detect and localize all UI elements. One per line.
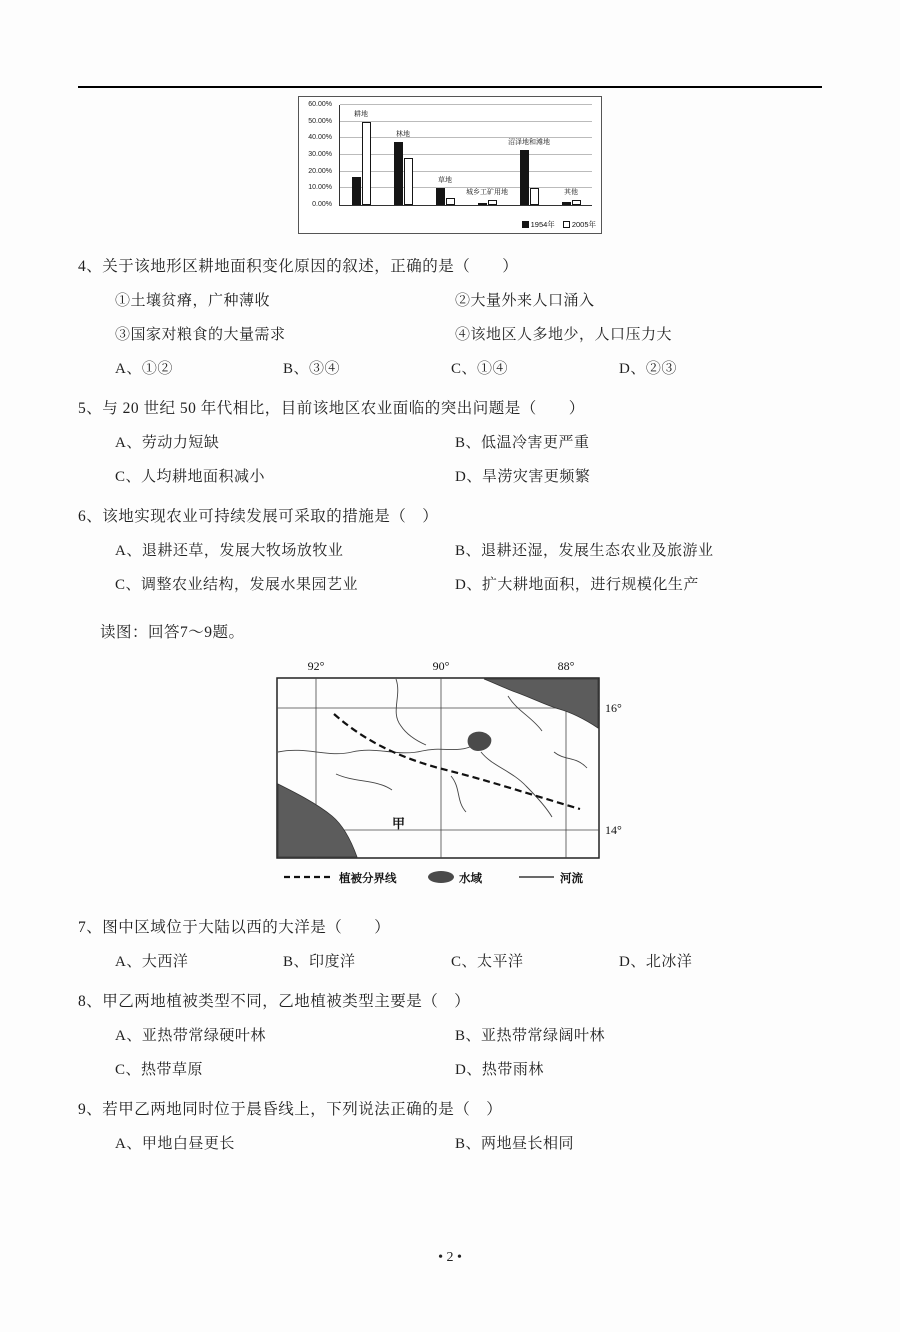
y-tick-label: 20.00% [308,167,332,175]
gridline [340,137,592,138]
choice-a: A、大西洋 [115,954,189,970]
question-7 [78,915,822,971]
legend-label: 1954年 [530,220,555,229]
question-5-stem: 5、与 20 世纪 50 年代相比，目前该地区农业面临的突出问题是（ ） [78,400,585,417]
bar-2005年-草地 [446,198,455,205]
question-9-choices-row-1 [78,1132,822,1153]
choice-b: B、印度洋 [283,954,356,970]
gridline [340,154,592,155]
water-body [468,732,492,751]
question-4-stem: 4、关于该地形区耕地面积变化原因的叙述，正确的是（ ） [78,258,519,275]
map-svg [276,656,642,891]
lon-label-92: 92° [307,659,325,673]
choice-d: D、北冰洋 [619,954,693,970]
land-southwest [278,784,357,857]
legend-swatch [563,221,570,228]
statement-3: ③国家对粮食的大量需求 [115,327,286,343]
question-4-statements-row-2 [78,323,822,344]
category-label: 草地 [438,177,452,185]
choice-a: A、退耕还草，发展大牧场放牧业 [115,543,344,559]
bar-2005年-其他 [572,200,581,205]
region-map [276,656,642,891]
question-6-stem: 6、该地实现农业可持续发展可采取的措施是（ ） [78,508,439,525]
chart-y-axis [299,101,335,208]
choice-b: B、③④ [283,361,341,377]
lon-label-90: 90° [432,659,450,673]
question-4 [78,254,822,378]
bar-1954年-草地 [436,188,445,205]
y-tick-label: 30.00% [308,151,332,158]
choice-d: D、热带雨林 [455,1062,544,1078]
question-6 [78,504,822,594]
question-8-choices-row-2 [78,1058,822,1079]
question-8-choices-row-1 [78,1024,822,1045]
legend-swatch [522,221,529,228]
choice-b: B、低温冷害更严重 [455,435,590,451]
legend-label: 2005年 [571,220,596,229]
bar-1954年-沼泽地和滩地 [520,150,529,205]
question-9-stem: 9、若甲乙两地同时位于晨昏线上，下列说法正确的是（ ） [78,1101,503,1118]
gridline [340,121,592,122]
category-label: 城乡工矿用地 [466,189,508,196]
question-7-choices [78,950,822,971]
bar-2005年-林地 [404,158,413,205]
question-9 [78,1097,822,1153]
statement-2: ②大量外来人口涌入 [455,293,595,309]
y-tick-label: 40.00% [308,134,332,142]
vegetation-boundary-line [334,714,580,809]
bar-2005年-耕地 [362,122,371,205]
y-tick-label: 60.00% [308,101,332,108]
choice-a: A、劳动力短缺 [115,435,220,451]
bar-2005年-沼泽地和滩地 [530,188,539,205]
choice-a: A、①② [115,361,173,377]
bar-1954年-其他 [562,202,571,205]
choice-b: B、退耕还湿，发展生态农业及旅游业 [455,543,714,559]
legend-water-icon [428,871,454,883]
choice-d: D、旱涝灾害更频繁 [455,469,591,485]
lat-label-14: 14° [605,823,622,837]
legend-item [563,219,596,230]
chart-legend [522,219,596,230]
question-5 [78,396,822,486]
choice-b: B、亚热带常绿阔叶林 [455,1028,606,1044]
statement-1: ①土壤贫瘠，广种薄收 [115,293,271,309]
marker-jia: 甲 [392,816,406,831]
y-tick-label: 0.00% [312,201,332,208]
question-4-choices [78,357,822,378]
category-label: 其他 [564,189,578,196]
y-tick-label: 50.00% [308,117,332,125]
question-5-choices-row-1 [78,431,822,452]
legend-river-label: 河流 [560,873,583,885]
statement-4: ④该地区人多地少，人口压力大 [455,327,673,343]
y-tick-label: 10.00% [308,184,332,192]
question-6-choices-row-2 [78,573,822,594]
chart-plot-area [339,105,592,206]
legend-item [522,219,555,230]
bar-2005年-城乡工矿用地 [488,200,497,205]
question-8 [78,989,822,1079]
lon-label-88: 88° [557,659,575,673]
gridline [340,104,592,105]
bar-1954年-林地 [394,142,403,205]
read-map-intro: 读图：回答7～9题。 [100,624,245,641]
question-8-stem: 8、甲乙两地植被类型不同，乙地植被类型主要是（ ） [78,993,471,1010]
bar-1954年-耕地 [352,177,361,205]
choice-a: A、甲地白昼更长 [115,1136,235,1152]
legend-vegetation-label: 植被分界线 [339,873,397,885]
exam-page [0,86,900,1153]
land-northeast [484,679,598,728]
page-number: • 2 • [438,1250,462,1265]
map-legend [284,871,583,885]
header-rule [78,86,822,88]
choice-c: C、①④ [451,361,509,377]
landuse-bar-chart [298,96,602,234]
question-6-choices-row-1 [78,539,822,560]
category-label: 耕地 [354,110,368,118]
choice-d: D、扩大耕地面积，进行规模化生产 [455,577,699,593]
choice-a: A、亚热带常绿硬叶林 [115,1028,266,1044]
question-7-stem: 7、图中区域位于大陆以西的大洋是（ ） [78,919,391,936]
choice-b: B、两地昼长相同 [455,1136,575,1152]
choice-d: D、②③ [619,361,677,377]
category-label: 林地 [396,130,410,138]
question-5-choices-row-2 [78,465,822,486]
category-label: 沼泽地和滩地 [508,139,550,146]
bar-1954年-城乡工矿用地 [478,203,487,205]
choice-c: C、太平洋 [451,954,524,970]
choice-c: C、人均耕地面积减小 [115,469,266,485]
legend-water-label: 水域 [459,873,482,885]
question-4-statements-row-1 [78,289,822,310]
choice-c: C、调整农业结构，发展水果园艺业 [115,577,359,593]
lat-label-16: 16° [605,701,622,715]
choice-c: C、热带草原 [115,1062,204,1078]
gridline [340,171,592,172]
